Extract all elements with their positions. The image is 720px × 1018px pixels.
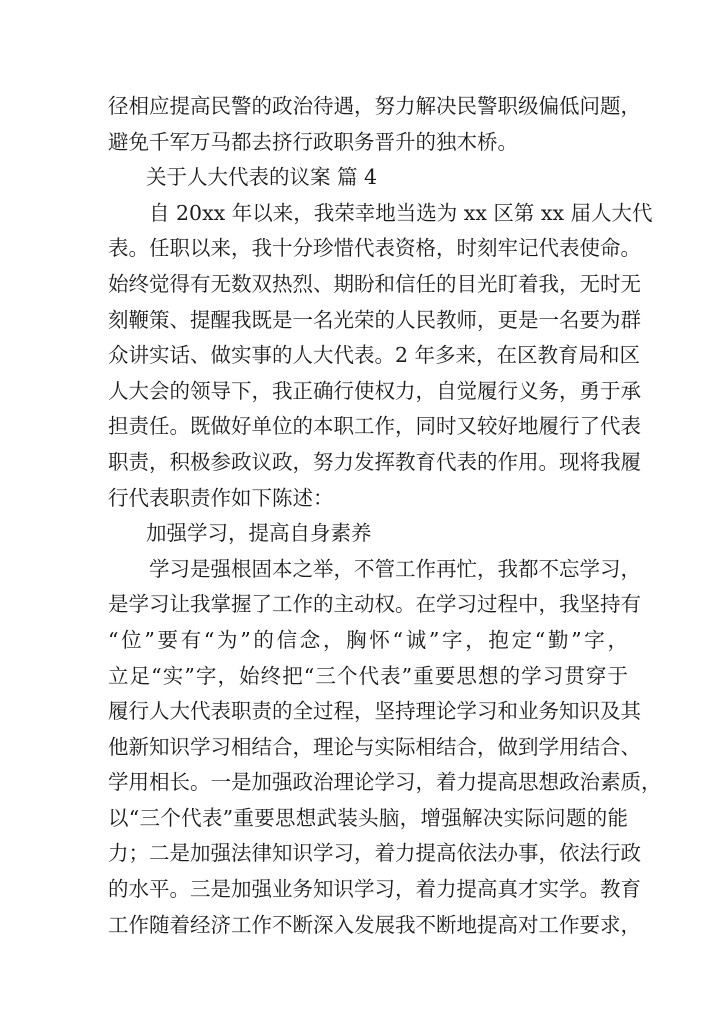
text-line: 履行人大代表职责的全过程，坚持理论学习和业务知识及其 xyxy=(108,699,641,724)
text-line: 担责任。既做好单位的本职工作，同时又较好地履行了代表 xyxy=(108,414,641,439)
text-line: “位”要有“为”的信念，胸怀“诚”字，抱定“勤”字， xyxy=(108,627,628,652)
document-body xyxy=(108,89,662,943)
text-line: 学用相长。一是加强政治理论学习，着力提高思想政治素质， xyxy=(108,770,662,795)
text-line: 始终觉得有无数双热烈、期盼和信任的目光盯着我，无时无 xyxy=(108,271,641,296)
text-line: 人大会的领导下，我正确行使权力，自觉履行义务，勇于承 xyxy=(108,378,641,403)
paragraph-first-line: 学习是强根固本之举，不管工作再忙，我都不忘学习， xyxy=(149,556,641,581)
text-line: 表。任职以来，我十分珍惜代表资格，时刻牢记代表使命。 xyxy=(108,236,641,261)
paragraph-first-line: 自 20xx 年以来，我荣幸地当选为 xx 区第 xx 届人大代 xyxy=(149,200,653,225)
text-line: 力；二是加强法律知识学习，着力提高依法办事，依法行政 xyxy=(108,841,641,866)
text-line: 工作随着经济工作不断深入发展我不断地提高对工作要求， xyxy=(108,912,641,937)
text-line: 刻鞭策、提醒我既是一名光荣的人民教师，更是一名要为群 xyxy=(108,307,641,332)
text-line: 他新知识学习相结合，理论与实际相结合，做到学用结合、 xyxy=(108,734,641,759)
text-line: 以“三个代表”重要思想武装头脑，增强解决实际问题的能 xyxy=(108,805,628,830)
subheading: 加强学习，提高自身素养 xyxy=(146,521,372,546)
section-title: 关于人大代表的议案 篇 4 xyxy=(146,165,378,190)
text-line: 职责，积极参政议政，努力发挥教育代表的作用。现将我履 xyxy=(108,449,641,474)
text-line: 避免千军万马都去挤行政职务晋升的独木桥。 xyxy=(108,129,518,154)
text-line: 径相应提高民警的政治待遇，努力解决民警职级偏低问题， xyxy=(108,94,641,118)
text-line: 行代表职责作如下陈述： xyxy=(108,485,334,510)
text-line: 是学习让我掌握了工作的主动权。在学习过程中，我坚持有 xyxy=(108,592,641,617)
text-line: 立足“实”字，始终把“三个代表”重要思想的学习贯穿于 xyxy=(108,663,628,688)
text-line: 众讲实话、做实事的人大代表。2 年多来，在区教育局和区 xyxy=(108,343,641,368)
text-line: 的水平。三是加强业务知识学习，着力提高真才实学。教育 xyxy=(108,877,641,902)
